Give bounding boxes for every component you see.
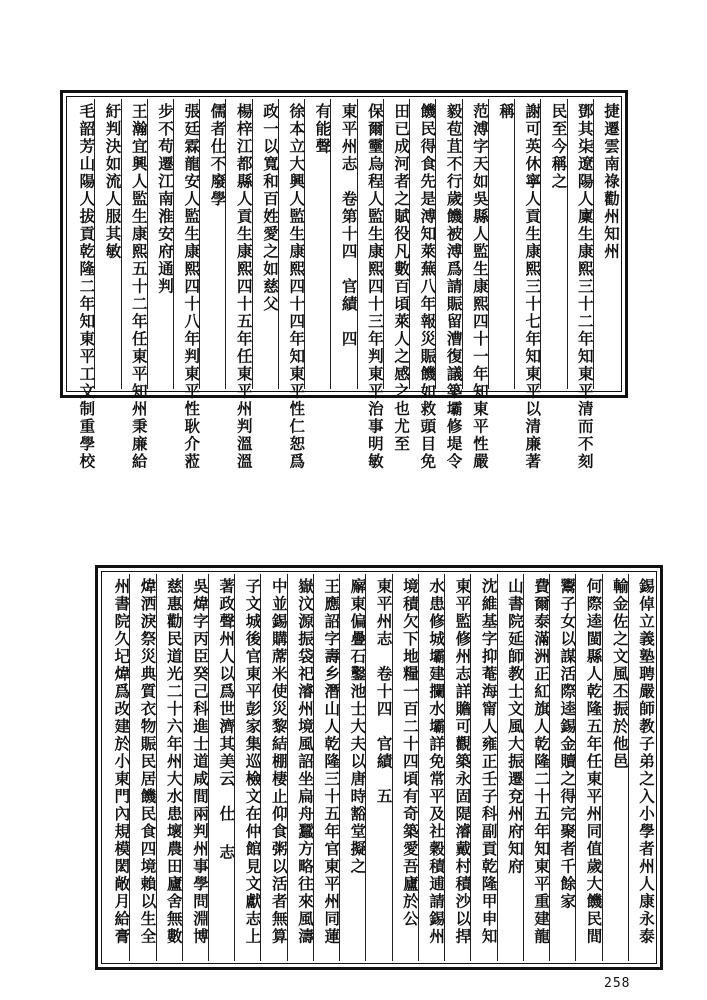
text-column: 鬻子女以謀活際逵錫金贖之得完聚者千餘家 — [549, 574, 575, 961]
text-column: 東平州志 卷十四 官績 五 — [365, 574, 391, 961]
text-column: 民至今稱之 — [540, 99, 566, 389]
text-column: 嶽汶源振袋祀濬州境風詔坐扁舟蠶方略往來風濤 — [287, 574, 313, 961]
text-column: 毛韶芳山陽人拔貢乾隆二年知東平工文制重學校 — [77, 103, 97, 471]
text-column: 水患修城壩建攔水壩詳免常平及社穀積逋請錫州 — [418, 574, 444, 961]
bottom-page-panel — [95, 565, 663, 970]
text-column: 張廷霖龍安人監生康熙四十八年判東平性耿介蒞 — [173, 99, 199, 389]
text-column: 沈維基字抑菴海甯人雍正壬子科副貢乾隆甲申知 — [470, 574, 496, 961]
text-column: 境積欠下地糧一百二十四頃有奇築愛吾廬於公 — [392, 574, 418, 961]
text-column: 捷遷雲南祿勸州知州 — [593, 99, 619, 389]
text-column: 子文城後官東平彭家集巡檢文在仲館見文獻志上 — [234, 574, 260, 961]
text-column: 費爾泰滿洲正紅旗人乾隆二十五年知東平重建龍 — [523, 574, 549, 961]
top-page-panel — [60, 90, 628, 471]
text-column: 王應詔字壽乡潛山人乾隆三十五年官東平州同蓮 — [313, 574, 339, 961]
text-column: 輸金佐之文風丕振於他邑 — [602, 574, 628, 961]
text-column: 有能聲 — [304, 99, 330, 389]
text-column: 儒者仕不廢學 — [199, 99, 225, 389]
page-number: 258 — [604, 976, 631, 991]
text-column: 楊梓江都縣人貢生康熙四十五年任東平州判溫溫 — [225, 99, 251, 389]
text-column: 何際逵閩縣人乾隆五年任東平州同值歲大饑民間 — [575, 574, 601, 961]
text-column: 東平州志 卷第十四 官績 四 — [330, 99, 356, 389]
top-text-columns — [69, 99, 621, 471]
text-column: 中並錫購蓆米使災黎結棚棲止仰食粥以活者無算 — [260, 574, 286, 961]
text-column: 保爾𤫊烏程人監生康熙四十三年判東平治事明敏 — [357, 99, 383, 389]
text-column: 紆判決如流人服其敏 — [94, 99, 120, 389]
text-column: 著政聲州人以爲世濟其美云 仕 志 — [208, 574, 234, 961]
text-column: 毅苞苴不行歲饑被溥爲請賑留漕復議築壩修堤令 — [435, 99, 461, 389]
text-column: 州書院久圮煒爲改建於小東門內規模閎敞月給膏 — [112, 578, 132, 946]
text-column: 王瀚宜興人監生康熙五十二年任東平知州秉廉給 — [121, 99, 147, 389]
text-column: 政一以寬和百姓愛之如慈父 — [252, 99, 278, 389]
text-column: 謝可英休寧人貢生康熙三十七年知東平以清廉著 — [514, 99, 540, 389]
text-column: 慈惠勸民道光二十六年州大水患壞農田廬舍無數 — [156, 574, 182, 961]
text-column: 徐本立大興人監生康熙四十四年知東平性仁恕爲 — [278, 99, 304, 389]
bottom-text-columns — [104, 574, 654, 961]
text-column: 饑民得食先是溥知萊蕪八年報災賑饑如救頭目免 — [409, 99, 435, 389]
text-column: 山書院延師教士文風大振遷兗州府知府 — [497, 574, 523, 961]
text-column: 范溥字天如吳縣人監生康熙四十一年知東平性嚴 — [462, 99, 488, 389]
text-column: 廨東偏疊石鑿池士大夫以唐時豁堂擬之 — [339, 574, 365, 961]
text-column: 吳煒字丙臣癸己科進士道咸間兩判州事學問淵博 — [182, 574, 208, 961]
text-column: 煒洒淚祭災典質衣物賑民居饑民食四境賴以生全 — [129, 574, 155, 961]
text-column: 東平監修州志詳贍可觀築永固隄濬戴村積沙以捍 — [444, 574, 470, 961]
text-column: 步不苟遷江南淮安府通判 — [147, 99, 173, 389]
text-column: 錫倬立義塾聘嚴師教子弟之入小學者州人康永泰 — [628, 574, 654, 961]
text-column: 稱 — [488, 99, 514, 389]
text-column: 鄧其㭍遼陽人廩生康熙三十二年知東平清而不刻 — [567, 99, 593, 389]
text-column: 田已成河者之賦役凡數百頃萊人之感之也尤至 — [383, 99, 409, 389]
